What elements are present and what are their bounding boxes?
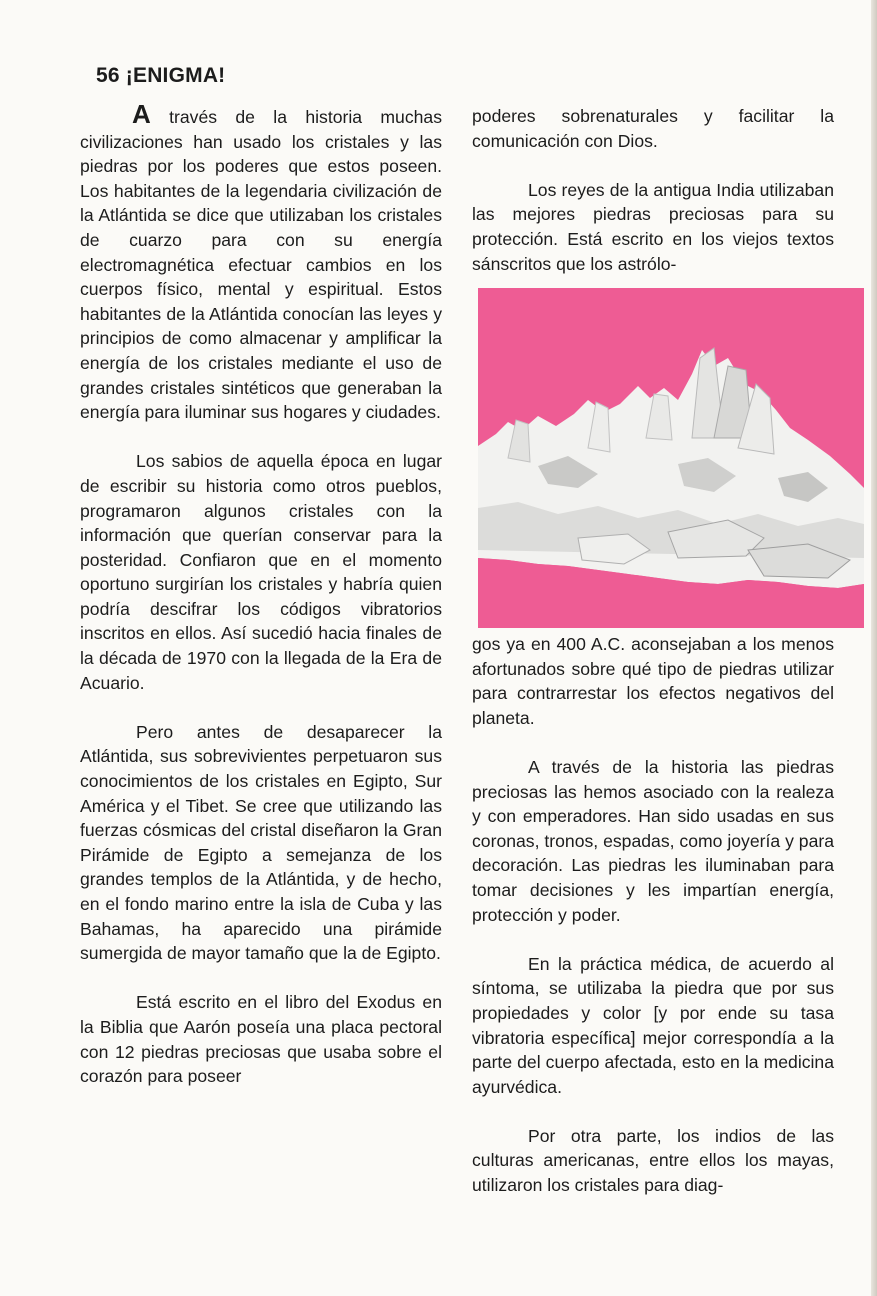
right-column-bottom (472, 632, 834, 1198)
right-paragraph-3: A través de la historia las piedras preciosas las hemos asociado con la realeza y con emperadores. Han sido usadas en sus coronas, tronos, espadas, como joyería y para decoración. Las piedras les iluminaban para tomar decisiones y les impartían energía, protección y poder. (472, 756, 834, 925)
right-paragraph-4: En la práctica médica, de acuerdo al síntoma, se utilizaba la piedra que por sus propiedades y color [y por ende su tasa vibratoria específica] mejor correspondía a la parte del cuerpo afectada, esto en la medicina ayurvédica. (472, 953, 834, 1097)
right-paragraph-2-continued: gos ya en 400 A.C. aconsejaban a los menos afortunados sobre qué tipo de piedras utilizar para contrarrestar los efectos negativos del planeta. (472, 634, 834, 728)
left-paragraph-2: Los sabios de aquella época en lugar de escribir su historia como otros pueblos, programaron algunos cristales con la información que querían conservar para la posteridad. Confiaron que en el momento oportuno surgirían los cristales y habría quien podría descifrar los códigos vibratorios inscritos en ellos. Así sucedió hacia finales de la década de 1970 con la llegada de la Era de Acuario. (80, 451, 442, 693)
left-paragraph-1-text: través de la historia muchas civilizaciones han usado los cristales y las piedras por los poderes que estos poseen. Los habitantes de la legendaria civilización de la Atlántida se dice que utilizaban los cristales de cuarzo para con su energía electromagnética efectuar cambios en los cuerpos físico, mental y espiritual. Estos habitantes de la Atlántida conocían las leyes y principios de como almacenar y amplificar la energía de los cristales mediante el uso de grandes cristales sintéticos que generaban la energía para iluminar sus hogares y ciudades. (80, 107, 442, 423)
right-paragraph-5: Por otra parte, los indios de las culturas americanas, entre ellos los mayas, utilizaron los cristales para diag- (472, 1125, 834, 1196)
page-heading: 56 ¡ENIGMA! (96, 64, 226, 87)
crystal-photo (478, 288, 864, 628)
right-column-top (472, 104, 834, 276)
drop-cap: A (132, 99, 151, 129)
right-paragraph-2: Los reyes de la antigua India utilizaban las mejores piedras preciosas para su protección. Está escrito en los viejos textos sánscritos que los astrólo- (472, 179, 834, 274)
right-paragraph-1-continued: poderes sobrenaturales y facilitar la comunicación con Dios. (472, 106, 834, 151)
quartz-crystal-illustration (478, 288, 864, 628)
page-edge-shadow (871, 0, 877, 1296)
left-paragraph-4: Está escrito en el libro del Exodus en la Biblia que Aarón poseía una placa pectoral con 12 piedras preciosas que usaba sobre el corazón para poseer (80, 992, 442, 1087)
left-column (80, 99, 442, 1089)
left-paragraph-1 (80, 99, 442, 425)
left-paragraph-3: Pero antes de desaparecer la Atlántida, sus sobrevivientes perpetuaron sus conocimientos de los cristales en Egipto, Sur América y el Tibet. Se cree que utilizando las fuerzas cósmicas del cristal diseñaron la Gran Pirámide de Egipto a semejanza de los grandes templos de la Atlántida, y de hecho, en el fondo marino entre la isla de Cuba y las Bahamas, ha aparecido una pirámide sumergida de mayor tamaño que la de Egipto. (80, 721, 442, 964)
